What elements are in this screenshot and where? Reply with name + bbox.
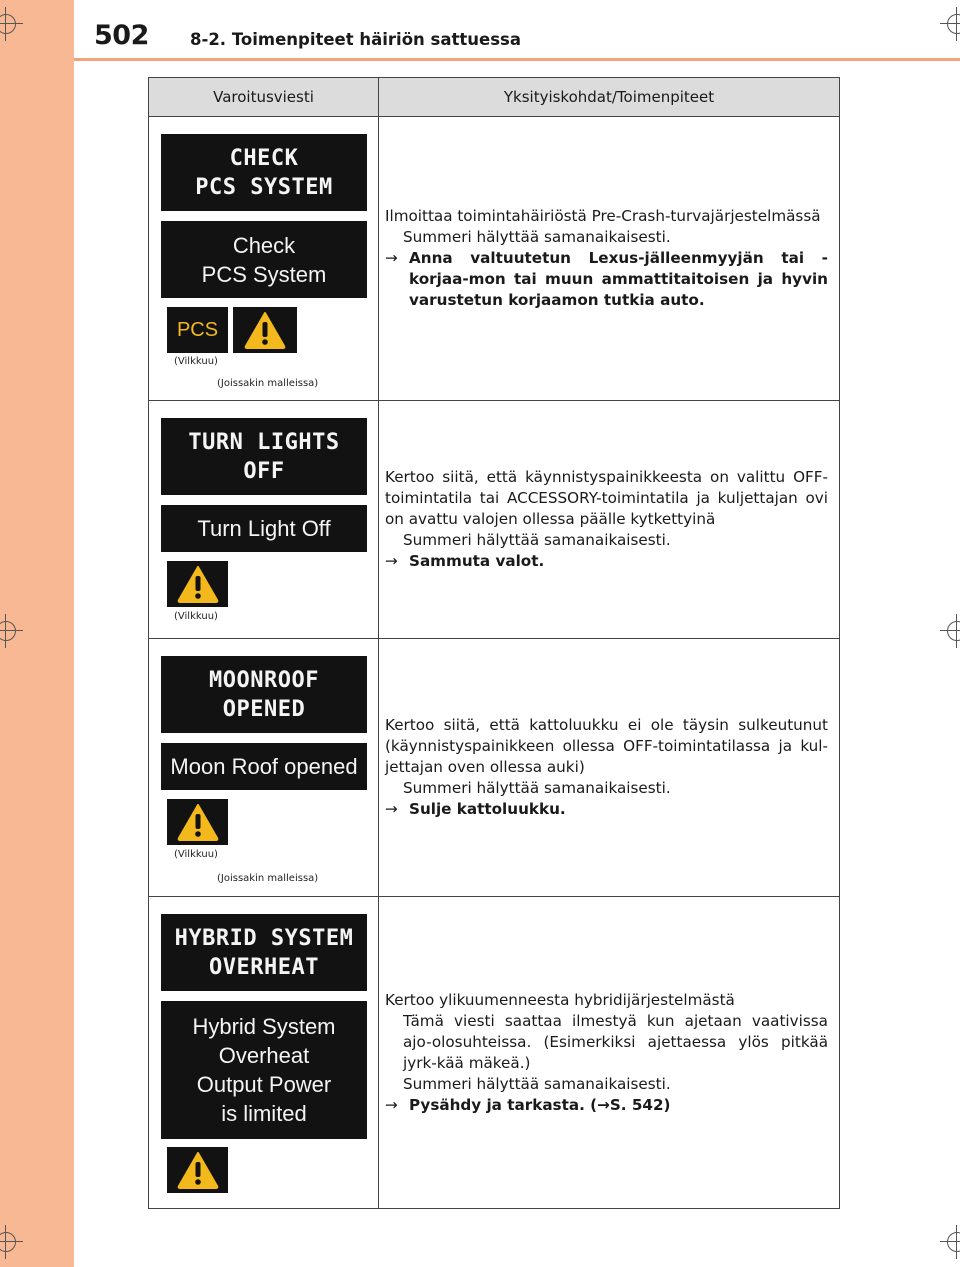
warning-triangle-icon (167, 1147, 228, 1193)
multi-info-display-message: CHECK PCS SYSTEM (161, 134, 367, 211)
pcs-indicator-label: PCS (176, 318, 219, 341)
pcs-warning-light (167, 307, 228, 353)
warning-triangle-icon (167, 561, 228, 607)
registration-mark-icon (944, 11, 960, 37)
arrow-right-icon: → (385, 800, 398, 818)
description-text: Kertoo ylikuumenneesta hybridijärjestelmästä (385, 990, 735, 1009)
page-number: 502 (94, 20, 149, 51)
head-up-display-message: Hybrid System Overheat Output Power is limited (161, 1001, 367, 1139)
registration-mark-icon (0, 618, 19, 644)
header-rule (74, 58, 960, 61)
action-text: → Sulje kattoluukku. (385, 800, 566, 818)
registration-mark-icon (0, 11, 19, 37)
table-header-row (149, 78, 840, 117)
section-title: 8-2. Toimenpiteet häiriön sattuessa (190, 30, 521, 49)
registration-mark-icon (0, 1229, 19, 1255)
head-up-display-message: Moon Roof opened (161, 743, 367, 790)
warning-visuals-cell (149, 897, 379, 1209)
detail-text: Summeri hälyttää samanaikaisesti. (403, 228, 671, 246)
details-cell (379, 117, 840, 401)
details-cell (379, 401, 840, 639)
details-cell (379, 639, 840, 897)
flash-note: (Vilkkuu) (174, 356, 218, 367)
warning-visuals-cell (149, 639, 379, 897)
table-row (149, 639, 840, 897)
arrow-right-icon: → (385, 249, 398, 267)
warning-triangle-icon (233, 307, 297, 353)
action-text: → Pysähdy ja tarkasta. (→S. 542) (385, 1095, 671, 1114)
multi-info-display-message: MOONROOF OPENED (161, 656, 367, 733)
description-text: Ilmoittaa toimintahäiriöstä Pre-Crash-turvajärjestelmässä (385, 207, 821, 225)
arrow-right-icon: → (385, 1095, 398, 1114)
registration-mark-icon (944, 618, 960, 644)
table-row (149, 897, 840, 1209)
head-up-display-message: Turn Light Off (161, 505, 367, 552)
table-row (149, 117, 840, 401)
flash-note: (Vilkkuu) (174, 849, 218, 860)
warning-visuals-cell (149, 401, 379, 639)
multi-info-display-message: HYBRID SYSTEM OVERHEAT (161, 914, 367, 991)
detail-text: Summeri hälyttää samanaikaisesti. (403, 1074, 671, 1093)
detail-text: Tämä viesti saattaa ilmestyä kun ajetaan vaativissa ajo-olosuhteissa. (Esimerkiksi ajettaessa ylös pitkää jyrk-kää mäkeä.) (403, 1011, 828, 1072)
model-note: (Joissakin malleissa) (217, 378, 319, 389)
action-text: → Sammuta valot. (385, 552, 545, 570)
detail-text: Summeri hälyttää samanaikaisesti. (403, 779, 671, 797)
model-note: (Joissakin malleissa) (217, 873, 319, 884)
arrow-right-icon: → (385, 552, 398, 570)
description-text: Kertoo siitä, että käynnistyspainikkeesta on valittu OFF-toimintatila tai ACCESSORY-toimintatila ja kuljettajan ovi on avattu valojen ollessa päälle kytkettyinä (385, 468, 828, 528)
column-header-warning-message: Varoitusviesti (149, 78, 379, 117)
head-up-display-message: Check PCS System (161, 221, 367, 298)
flash-note: (Vilkkuu) (174, 611, 218, 622)
description-text: Kertoo siitä, että kattoluukku ei ole täysin sulkeutunut (käynnistyspainikkeen ollessa OFF-toimintatilassa ja kul-jettajan oven ollessa auki) (385, 716, 828, 776)
detail-text: Summeri hälyttää samanaikaisesti. (403, 531, 671, 549)
column-header-details-actions: Yksityiskohdat/Toimenpiteet (379, 78, 840, 117)
warning-triangle-icon (167, 799, 228, 845)
warning-message-table (148, 77, 840, 1209)
registration-mark-icon (944, 1229, 960, 1255)
warning-visuals-cell (149, 117, 379, 401)
details-cell (379, 897, 840, 1209)
table-row (149, 401, 840, 639)
action-text: → Anna valtuutetun Lexus-jälleenmyyjän tai -korjaa-mon tai muun ammattitaitoisen ja hyvin varustetun korjaamon tutkia auto. (385, 249, 828, 309)
multi-info-display-message: TURN LIGHTS OFF (161, 418, 367, 495)
